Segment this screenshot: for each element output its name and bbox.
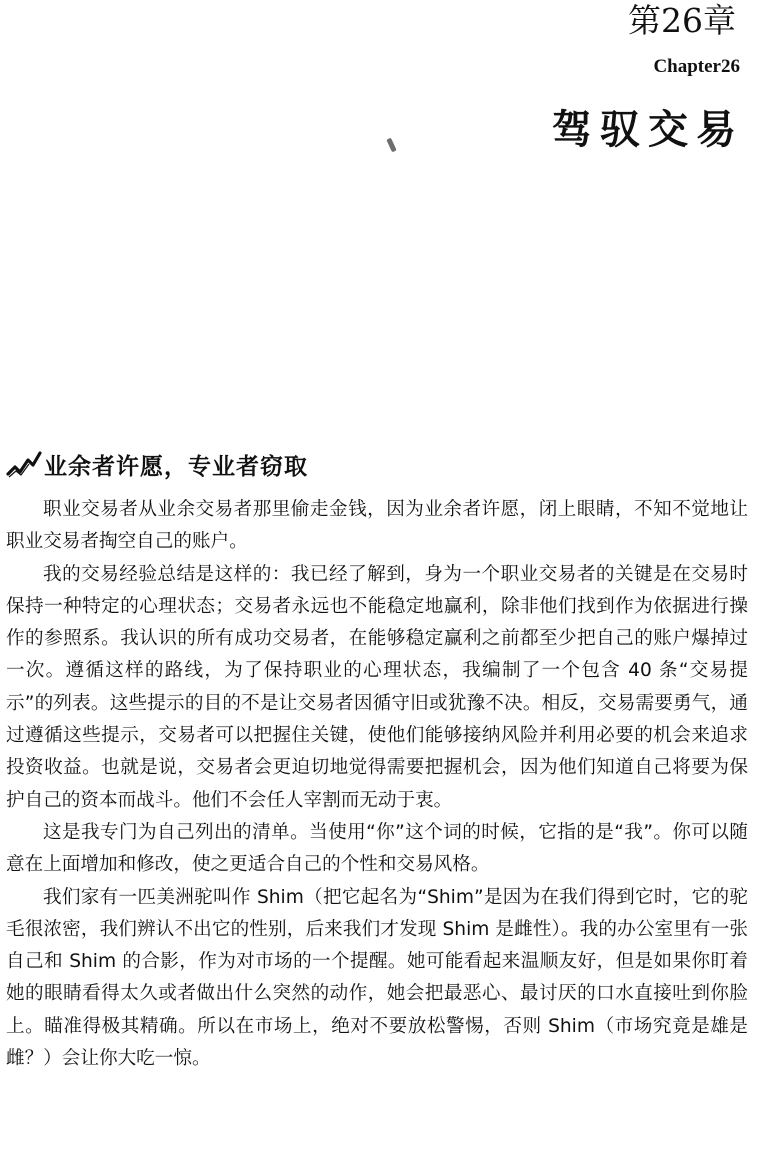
section-heading [6,447,308,481]
paragraph: 职业交易者从业余交易者那里偷走金钱，因为业余者许愿，闭上眼睛，不知不觉地让职业交易者掏空自己的账户。 [6,499,748,553]
chapter-label-english: Chapter26 [653,56,740,77]
paragraph: 我的交易经验总结是这样的：我已经了解到，身为一个职业交易者的关键是在交易时保持一种特定的心理状态；交易者永远也不能稳定地赢利，除非他们找到作为依据进行操作的参照系。我认识的所有成功交易者，在能够稳定赢利之前都至少把自己的账户爆掉过一次。遵循这样的路线，为了保持职业的心理状态，我编制了一个包含 40 条“交易提示”的列表。这些提示的目的不是让交易者因循守旧或犹豫不决。相反，交易需要勇气，通过遵循这些提示，交易者可以把握住关键，使他们能够接纳风险并利用必要的机会来追求投资收益。也就是说，交易者会更迫切地觉得需要把握机会，因为他们知道自己将要为保护自己的资本而战斗。他们不会任人宰割而无动于衷。 [6,563,748,811]
paragraph: 这是我专门为自己列出的清单。当使用“你”这个词的时候，它指的是“我”。你可以随意在上面增加和修改，使之更适合自己的个性和交易风格。 [6,821,748,876]
body-text [6,494,748,1075]
scan-mark [386,138,396,153]
paragraph: 我们家有一匹美洲驼叫作 Shim（把它起名为“Shim”是因为在我们得到它时，它的驼毛很浓密，我们辨认不出它的性别，后来我们才发现 Shim 是雌性）。我的办公室里有一张自己和 Shim 的合影，作为对市场的一个提醒。她可能看起来温顺友好，但是如果你盯着她的眼睛看得太久或者做出什么突然的动作，她会把最恶心、最讨厌的口水直接吐到你脸上。瞄准得极其精确。所以在市场上，绝对不要放松警惕，否则 Shim（市场究竟是雄是雌？）会让你大吃一惊。 [6,886,748,1070]
trend-up-zigzag-icon [6,450,42,478]
chapter-title: 驾驭交易 [552,106,744,153]
chapter-number: 第26章 [628,1,736,40]
section-title: 业余者许愿，专业者窃取 [44,453,308,480]
